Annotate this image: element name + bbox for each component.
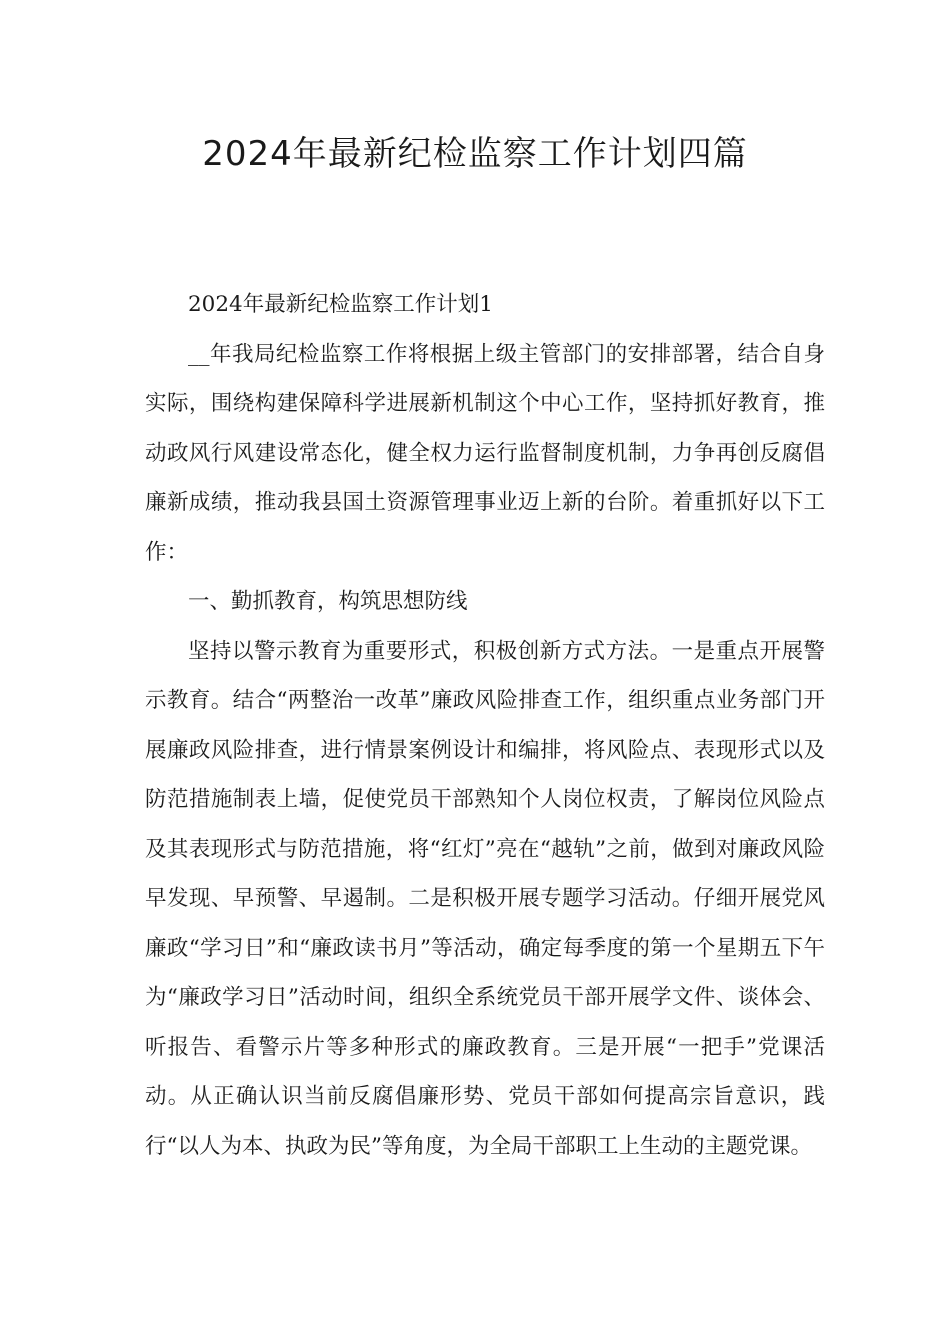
intro-paragraph: __年我局纪检监察工作将根据上级主管部门的安排部署，结合自身实际，围绕构建保障科学进展新机制这个中心工作，坚持抓好教育，推动政风行风建设常态化，健全权力运行监督制度机制，力争再创反腐倡廉新成绩，推动我县国土资源管理事业迈上新的台阶。着重抓好以下工作： [145,341,825,565]
document-title: 2024年最新纪检监察工作计划四篇 [202,134,748,174]
section-heading-1: 一、勤抓教育，构筑思想防线 [188,589,468,614]
section-title: 2024年最新纪检监察工作计划1 [188,292,493,317]
document-body [145,280,825,1171]
paragraph-1: 坚持以警示教育为重要形式，积极创新方式方法。一是重点开展警示教育。结合“两整治一改革”廉政风险排查工作，组织重点业务部门开展廉政风险排查，进行情景案例设计和编排，将风险点、表现形式以及防范措施制表上墙，促使党员干部熟知个人岗位权责，了解岗位风险点及其表现形式与防范措施，将“红灯”亮在“越轨”之前，做到对廉政风险早发现、早预警、早遏制。二是积极开展专题学习活动。仔细开展党风廉政“学习日”和“廉政读书月”等活动，确定每季度的第一个星期五下午为“廉政学习日”活动时间，组织全系统党员干部开展学文件、谈体会、听报告、看警示片等多种形式的廉政教育。三是开展“一把手”党课活动。从正确认识当前反腐倡廉形势、党员干部如何提高宗旨意识，践行“以人为本、执政为民”等角度，为全局干部职工上生动的主题党课。 [145,638,825,1159]
